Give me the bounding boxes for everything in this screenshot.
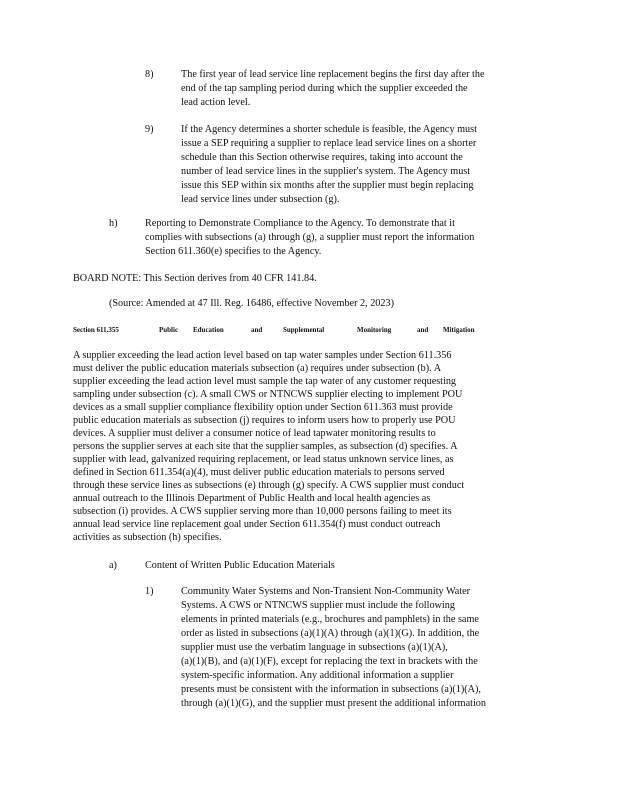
section-body-line: through these service lines as subsections (e) through (g) specify. A CWS supplier must conduct (73, 480, 465, 491)
board-note: BOARD NOTE: This Section derives from 40 CFR 141.84. (73, 273, 317, 284)
section-title-word: Supplemental (283, 326, 325, 334)
item-9-line: lead service lines under subsection (g). (181, 194, 340, 205)
section-title-word: Mitigation (443, 326, 475, 334)
section-body-line: supplier with lead, galvanized requiring replacement, or lead status unknown service lines, as (73, 454, 454, 465)
item-h-line: complies with subsections (a) through (g), a supplier must report the information (145, 232, 475, 243)
item-a1-line: order as listed in subsections (a)(1)(A) through (a)(1)(G). In addition, the (181, 628, 480, 639)
item-8-line: lead action level. (181, 97, 251, 108)
item-a1-line: Community Water Systems and Non-Transient Non-Community Water (181, 586, 471, 597)
item-h-line: Section 611.360(e) specifies to the Agency. (145, 246, 322, 257)
section-body-line: subsection (i) provides. A CWS supplier serving more than 10,000 persons failing to meet its (73, 506, 452, 517)
item-9-line: number of lead service lines in the supplier's system. The Agency must (181, 166, 471, 177)
section-body-line: annual outreach to the Illinois Department of Public Health and local health agencies as (73, 493, 431, 504)
item-a-title: Content of Written Public Education Materials (145, 560, 335, 571)
item-a1-label: 1) (145, 586, 154, 597)
section-title-word: Public (159, 326, 179, 334)
item-9-line: If the Agency determines a shorter schedule is feasible, the Agency must (181, 124, 477, 135)
item-h-line: Reporting to Demonstrate Compliance to the Agency. To demonstrate that it (145, 218, 455, 229)
item-a1-line: supplier must use the verbatim language in subsections (a)(1)(A), (181, 642, 448, 653)
item-9-line: issue a SEP requiring a supplier to replace lead service lines on a shorter (181, 138, 477, 149)
item-a1-line: (a)(1)(B), and (a)(1)(F), except for replacing the text in brackets with the (181, 656, 478, 667)
section-body-line: sampling under subsection (c). A small CWS or NTNCWS supplier electing to implement POU (73, 389, 463, 400)
section-body-line: activities as subsection (h) specifies. (73, 532, 222, 543)
item-9-line: schedule than this Section otherwise requires, taking into account the (181, 152, 463, 163)
section-title-word: and (417, 326, 429, 334)
section-body-line: defined in Section 611.354(a)(4), must deliver public education materials to persons served (73, 467, 445, 478)
section-body-line: devices as a small supplier compliance flexibility option under Section 611.363 must provide (73, 402, 453, 413)
section-body-line: supplier exceeding the lead action level must sample the tap water of any customer requesting (73, 376, 457, 387)
section-body-line: persons the supplier serves at each site that the supplier samples, as subsection (d) specifies. A (73, 441, 458, 452)
item-a-label: a) (109, 560, 117, 571)
item-8-label: 8) (145, 69, 154, 80)
section-title-word: Education (193, 326, 224, 334)
section-body-line: A supplier exceeding the lead action level based on tap water samples under Section 611.356 (73, 350, 452, 361)
item-9-line: issue this SEP within six months after the supplier must begin replacing (181, 180, 474, 191)
section-body-line: annual lead service line replacement goal under Section 611.354(f) must conduct outreach (73, 519, 441, 530)
item-a1-line: presents must be consistent with the information in subsections (a)(1)(A), (181, 684, 481, 695)
section-heading (73, 325, 475, 335)
item-a1-line: system-specific information. Any additional information a supplier (181, 670, 454, 681)
section-title-word: Monitoring (357, 326, 392, 334)
item-9-label: 9) (145, 124, 154, 135)
section-body-line: must deliver the public education materials subsection (a) requires under subsection (b). A (73, 363, 442, 374)
item-8-line: The first year of lead service line replacement begins the first day after the (181, 69, 485, 80)
section-number: Section 611.355 (73, 326, 119, 334)
source-note: (Source: Amended at 47 Ill. Reg. 16486, effective November 2, 2023) (109, 298, 394, 309)
section-body-line: public education materials as subsection (j) requires to inform users how to properly use POU (73, 415, 456, 426)
item-h-label: h) (109, 218, 118, 229)
item-8-line: end of the tap sampling period during which the supplier exceeded the (181, 83, 468, 94)
section-title-word: and (251, 326, 263, 334)
item-a1-line: Systems. A CWS or NTNCWS supplier must include the following (181, 600, 455, 611)
section-body-line: devices. A supplier must deliver a consumer notice of lead tapwater monitoring results to (73, 428, 436, 439)
item-a1-line: elements in printed materials (e.g., brochures and pamphlets) in the same (181, 614, 479, 625)
item-a1-line: through (a)(1)(G), and the supplier must present the additional information (181, 698, 486, 709)
